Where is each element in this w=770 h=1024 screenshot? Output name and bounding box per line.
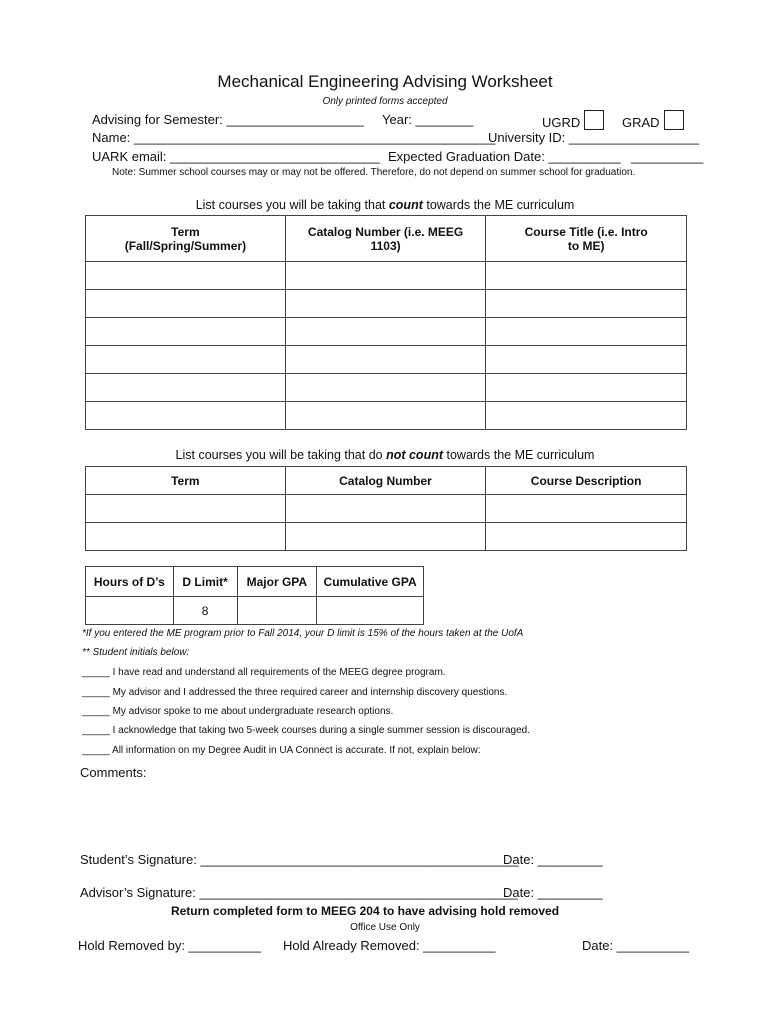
count-courses-table <box>85 215 687 430</box>
acknowledgement-item[interactable]: _____ I have read and understand all requirements of the MEEG degree program. <box>82 667 446 678</box>
summer-note: Note: Summer school courses may or may not be offered. Therefore, do not depend on summer school for graduation. <box>112 167 636 178</box>
table-cell[interactable] <box>86 290 286 318</box>
grad-option[interactable] <box>622 110 684 130</box>
table-cell[interactable] <box>285 523 486 551</box>
table-cell[interactable] <box>486 495 687 523</box>
grad-checkbox[interactable] <box>664 110 684 130</box>
count-col-term-line1: Term <box>171 224 200 239</box>
count-col-title <box>486 216 687 262</box>
gpa-value-row <box>86 597 424 625</box>
comments-label: Comments: <box>80 765 147 780</box>
table-row <box>86 402 687 430</box>
major-gpa-header: Major GPA <box>237 567 317 597</box>
table-cell[interactable] <box>86 495 286 523</box>
table-cell[interactable] <box>285 402 486 430</box>
table-cell[interactable] <box>486 523 687 551</box>
ugrd-option[interactable] <box>542 110 604 130</box>
table-cell[interactable] <box>486 374 687 402</box>
ugrd-checkbox[interactable] <box>584 110 604 130</box>
d-limit-header: D Limit* <box>173 567 237 597</box>
table-row <box>86 346 687 374</box>
major-gpa-cell[interactable] <box>237 597 317 625</box>
table-cell[interactable] <box>486 346 687 374</box>
table-cell[interactable] <box>285 495 486 523</box>
table-cell[interactable] <box>86 262 286 290</box>
hold-already-removed-field[interactable]: Hold Already Removed: __________ <box>283 938 496 953</box>
gpa-table <box>85 566 424 625</box>
table-row <box>86 523 687 551</box>
expected-graduation-extra-field[interactable]: __________ <box>631 149 704 164</box>
table-cell[interactable] <box>486 262 687 290</box>
not-count-table-header-row <box>86 467 687 495</box>
count-col-catalog-line1: Catalog Number (i.e. MEEG <box>307 224 464 239</box>
student-date-field[interactable]: Date: _________ <box>503 852 603 867</box>
table-cell[interactable] <box>285 290 486 318</box>
not-count-heading-pre: List courses you will be taking that do <box>175 448 387 462</box>
count-col-title-line1: Course Title (i.e. Intro <box>524 224 648 239</box>
hold-removed-field[interactable]: Hold Removed by: __________ <box>78 938 261 953</box>
table-cell[interactable] <box>486 402 687 430</box>
office-use-label: Office Use Only <box>350 922 420 933</box>
table-row <box>86 290 687 318</box>
page-title: Mechanical Engineering Advising Worksheet <box>217 72 553 91</box>
d-limit-value: 8 <box>173 597 237 625</box>
table-cell[interactable] <box>86 318 286 346</box>
cumulative-gpa-cell[interactable] <box>317 597 424 625</box>
hours-of-ds-header: Hours of D’s <box>86 567 174 597</box>
table-cell[interactable] <box>285 346 486 374</box>
acknowledgement-item[interactable]: _____ My advisor and I addressed the three required career and internship discovery questions. <box>82 687 508 698</box>
acknowledgement-item[interactable]: _____ My advisor spoke to me about undergraduate research options. <box>82 706 394 717</box>
table-cell[interactable] <box>486 318 687 346</box>
count-col-catalog-line2: 1103) <box>370 238 401 253</box>
count-table-header-row <box>86 216 687 262</box>
initials-header: ** Student initials below: <box>82 647 190 658</box>
table-cell[interactable] <box>285 318 486 346</box>
table-row <box>86 318 687 346</box>
expected-graduation-field[interactable]: Expected Graduation Date: __________ <box>388 149 621 164</box>
count-col-term <box>86 216 286 262</box>
table-cell[interactable] <box>285 374 486 402</box>
cumulative-gpa-header: Cumulative GPA <box>317 567 424 597</box>
d-limit-footnote: *If you entered the ME program prior to Fall 2014, your D limit is 15% of the hours taken at the UofA <box>82 628 524 639</box>
acknowledgement-item[interactable]: _____ All information on my Degree Audit in UA Connect is accurate. If not, explain below: <box>82 745 481 756</box>
count-section-heading <box>0 198 770 212</box>
comments-area[interactable] <box>80 785 690 845</box>
not-count-heading-em: not count <box>386 448 444 462</box>
table-row <box>86 262 687 290</box>
table-cell[interactable] <box>285 262 486 290</box>
table-row <box>86 374 687 402</box>
year-field[interactable]: Year: ________ <box>382 112 474 127</box>
count-col-title-line2: to ME) <box>567 238 605 253</box>
table-row <box>86 495 687 523</box>
name-field[interactable]: Name: __________________________________________________ <box>92 130 496 145</box>
uark-email-field[interactable]: UARK email: _____________________________ <box>92 149 380 164</box>
table-cell[interactable] <box>486 290 687 318</box>
advisor-signature-field[interactable]: Advisor’s Signature: ____________________________________________ <box>80 885 518 900</box>
university-id-field[interactable]: University ID: __________________ <box>488 130 700 145</box>
count-col-term-line2: (Fall/Spring/Summer) <box>124 238 247 253</box>
return-instructions: Return completed form to MEEG 204 to have advising hold removed <box>170 904 560 918</box>
table-cell[interactable] <box>86 374 286 402</box>
table-cell[interactable] <box>86 523 286 551</box>
table-cell[interactable] <box>86 346 286 374</box>
hours-of-ds-cell[interactable] <box>86 597 174 625</box>
not-count-section-heading <box>0 448 770 462</box>
not-count-col-description: Course Description <box>486 467 687 495</box>
not-count-col-catalog: Catalog Number <box>285 467 486 495</box>
advisor-date-field[interactable]: Date: _________ <box>503 885 603 900</box>
advising-semester-field[interactable]: Advising for Semester: ___________________ <box>92 112 364 127</box>
not-count-courses-table <box>85 466 687 551</box>
gpa-header-row <box>86 567 424 597</box>
grad-label: GRAD <box>622 115 660 130</box>
office-date-field[interactable]: Date: __________ <box>582 938 689 953</box>
not-count-heading-post: towards the ME curriculum <box>443 448 595 462</box>
table-cell[interactable] <box>86 402 286 430</box>
count-col-catalog <box>285 216 486 262</box>
count-heading-em: count <box>388 198 423 212</box>
not-count-col-term: Term <box>86 467 286 495</box>
count-heading-post: towards the ME curriculum <box>422 198 575 212</box>
ugrd-label: UGRD <box>542 115 581 130</box>
count-heading-pre: List courses you will be taking that <box>195 198 389 212</box>
acknowledgement-item[interactable]: _____ I acknowledge that taking two 5-week courses during a single summer session is discouraged. <box>82 725 531 736</box>
student-signature-field[interactable]: Student’s Signature: ____________________________________________ <box>80 852 519 867</box>
page-subtitle: Only printed forms accepted <box>322 96 448 107</box>
